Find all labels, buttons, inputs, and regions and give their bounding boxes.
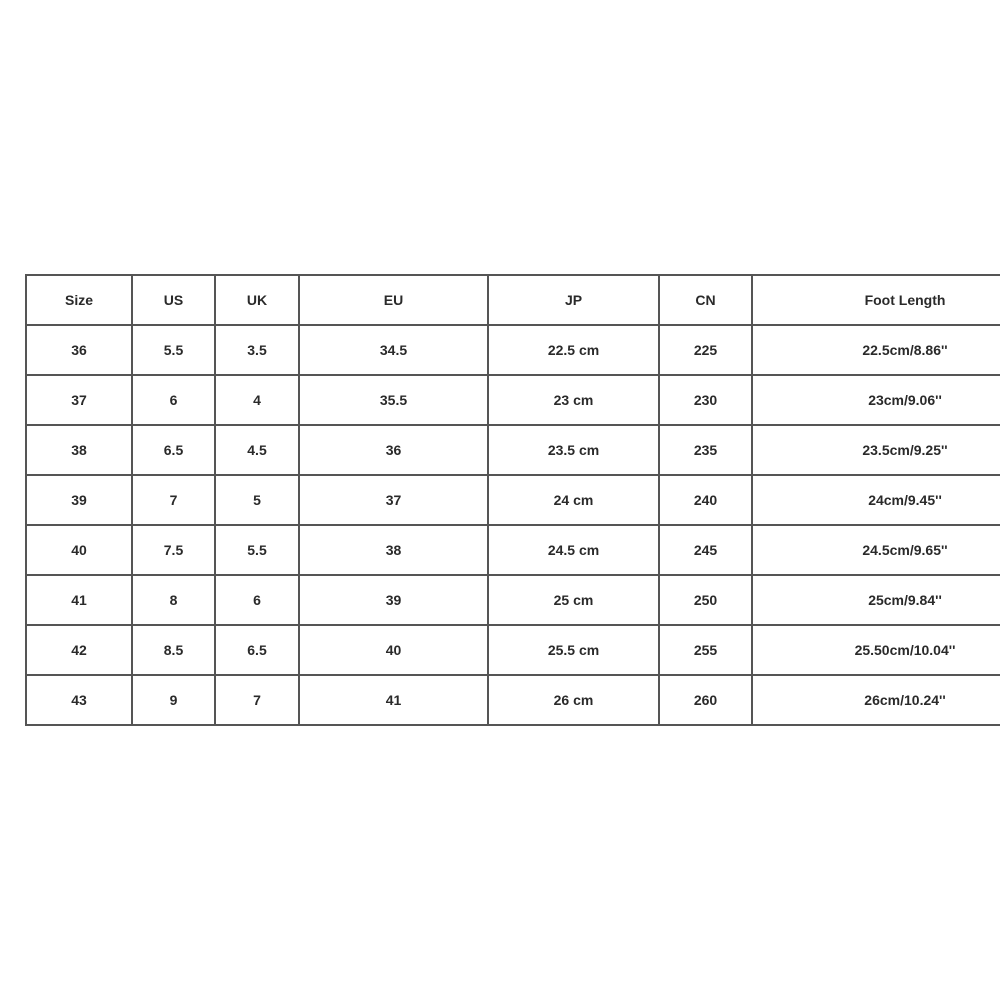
header-cell-jp: JP <box>488 275 659 325</box>
table-row <box>26 575 1000 625</box>
header-row <box>26 275 1000 325</box>
cell-foot-length: 23cm/9.06'' <box>752 375 1000 425</box>
cell-uk: 6.5 <box>215 625 299 675</box>
cell-jp: 23 cm <box>488 375 659 425</box>
header-cell-cn: CN <box>659 275 752 325</box>
cell-size: 42 <box>26 625 132 675</box>
cell-jp: 26 cm <box>488 675 659 725</box>
table-row <box>26 525 1000 575</box>
cell-size: 41 <box>26 575 132 625</box>
cell-foot-length: 25.50cm/10.04'' <box>752 625 1000 675</box>
cell-eu: 35.5 <box>299 375 488 425</box>
cell-foot-length: 26cm/10.24'' <box>752 675 1000 725</box>
header-cell-eu: EU <box>299 275 488 325</box>
cell-cn: 235 <box>659 425 752 475</box>
cell-cn: 245 <box>659 525 752 575</box>
cell-jp: 25 cm <box>488 575 659 625</box>
cell-eu: 39 <box>299 575 488 625</box>
cell-eu: 41 <box>299 675 488 725</box>
cell-uk: 3.5 <box>215 325 299 375</box>
cell-size: 37 <box>26 375 132 425</box>
cell-eu: 38 <box>299 525 488 575</box>
cell-us: 8.5 <box>132 625 215 675</box>
table-row <box>26 425 1000 475</box>
cell-size: 39 <box>26 475 132 525</box>
cell-foot-length: 25cm/9.84'' <box>752 575 1000 625</box>
cell-size: 36 <box>26 325 132 375</box>
cell-us: 8 <box>132 575 215 625</box>
header-cell-foot-length: Foot Length <box>752 275 1000 325</box>
cell-uk: 4 <box>215 375 299 425</box>
cell-size: 43 <box>26 675 132 725</box>
cell-foot-length: 23.5cm/9.25'' <box>752 425 1000 475</box>
cell-uk: 5 <box>215 475 299 525</box>
cell-cn: 260 <box>659 675 752 725</box>
cell-us: 5.5 <box>132 325 215 375</box>
cell-size: 38 <box>26 425 132 475</box>
cell-jp: 24.5 cm <box>488 525 659 575</box>
cell-cn: 240 <box>659 475 752 525</box>
cell-cn: 230 <box>659 375 752 425</box>
cell-uk: 6 <box>215 575 299 625</box>
header-cell-uk: UK <box>215 275 299 325</box>
cell-eu: 34.5 <box>299 325 488 375</box>
table-row <box>26 375 1000 425</box>
table-row <box>26 625 1000 675</box>
header-cell-us: US <box>132 275 215 325</box>
cell-jp: 25.5 cm <box>488 625 659 675</box>
cell-eu: 37 <box>299 475 488 525</box>
cell-size: 40 <box>26 525 132 575</box>
cell-us: 7 <box>132 475 215 525</box>
cell-foot-length: 24cm/9.45'' <box>752 475 1000 525</box>
table-row <box>26 325 1000 375</box>
cell-cn: 225 <box>659 325 752 375</box>
cell-jp: 22.5 cm <box>488 325 659 375</box>
cell-foot-length: 22.5cm/8.86'' <box>752 325 1000 375</box>
cell-us: 6 <box>132 375 215 425</box>
table-row <box>26 475 1000 525</box>
cell-cn: 255 <box>659 625 752 675</box>
cell-us: 6.5 <box>132 425 215 475</box>
cell-cn: 250 <box>659 575 752 625</box>
cell-us: 7.5 <box>132 525 215 575</box>
cell-us: 9 <box>132 675 215 725</box>
cell-jp: 24 cm <box>488 475 659 525</box>
cell-uk: 7 <box>215 675 299 725</box>
cell-foot-length: 24.5cm/9.65'' <box>752 525 1000 575</box>
header-cell-size: Size <box>26 275 132 325</box>
cell-eu: 40 <box>299 625 488 675</box>
table-row <box>26 675 1000 725</box>
cell-uk: 4.5 <box>215 425 299 475</box>
size-chart-table <box>25 274 1000 726</box>
cell-uk: 5.5 <box>215 525 299 575</box>
cell-eu: 36 <box>299 425 488 475</box>
cell-jp: 23.5 cm <box>488 425 659 475</box>
